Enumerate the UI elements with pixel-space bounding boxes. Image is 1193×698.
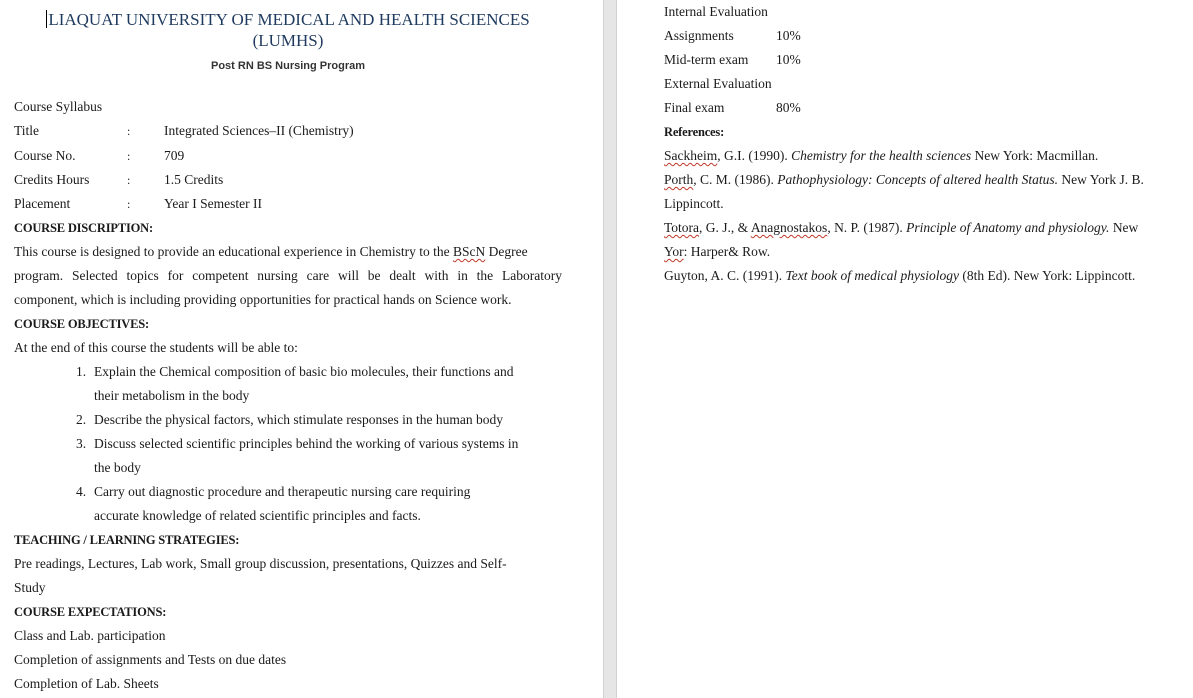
eval-label: Mid-term exam bbox=[664, 52, 749, 67]
field-colon: : bbox=[127, 149, 131, 163]
eval-label: Assignments bbox=[664, 28, 734, 43]
eval-value: 10% bbox=[776, 28, 801, 43]
reference-2-continued: Lippincott. bbox=[664, 196, 724, 211]
teaching-heading: TEACHING / LEARNING STRATEGIES: bbox=[14, 533, 240, 547]
description-line-2: program. Selected topics for competent nursing care will be dealt with in the Laboratory bbox=[14, 268, 562, 283]
field-value: 1.5 Credits bbox=[164, 172, 224, 187]
spellcheck-word[interactable]: Anagnostakos bbox=[750, 220, 828, 235]
reference-3-continued: Yor: Harper& Row. bbox=[664, 244, 771, 259]
references-heading: References: bbox=[664, 125, 725, 139]
teaching-line-2: Study bbox=[14, 580, 46, 595]
expectation-item: Completion of Lab. Sheets bbox=[14, 676, 159, 691]
description-line-3: component, which is including providing opportunities for practical hands on Science work. bbox=[14, 292, 512, 307]
objective-text: Discuss selected scientific principles behind the working of various systems in bbox=[94, 436, 519, 451]
objective-text: accurate knowledge of related scientific principles and facts. bbox=[94, 508, 421, 523]
objective-text: the body bbox=[94, 460, 141, 475]
field-value: Integrated Sciences–II (Chemistry) bbox=[164, 123, 354, 138]
description-heading: COURSE DISCRIPTION: bbox=[14, 221, 153, 235]
field-colon: : bbox=[127, 197, 131, 211]
objectives-heading: COURSE OBJECTIVES: bbox=[14, 317, 149, 331]
objective-text: their metabolism in the body bbox=[94, 388, 250, 403]
page-gutter bbox=[603, 0, 617, 698]
eval-label: Final exam bbox=[664, 100, 725, 115]
field-label: Placement bbox=[14, 196, 71, 211]
reference-4: Guyton, A. C. (1991). Text book of medical physiology (8th Ed). New York: Lippincott. bbox=[664, 268, 1136, 283]
objective-number: 3. bbox=[76, 436, 87, 451]
field-label: Title bbox=[14, 123, 40, 138]
external-evaluation-heading: External Evaluation bbox=[664, 76, 772, 91]
reference-2: Porth, C. M. (1986). Pathophysiology: Concepts of altered health Status. New York J. B. bbox=[664, 172, 1144, 187]
syllabus-heading: Course Syllabus bbox=[14, 99, 103, 114]
expectation-item: Completion of assignments and Tests on due dates bbox=[14, 652, 287, 667]
field-colon: : bbox=[127, 124, 131, 138]
internal-evaluation-heading: Internal Evaluation bbox=[664, 4, 768, 19]
teaching-line-1: Pre readings, Lectures, Lab work, Small group discussion, presentations, Quizzes and Self- bbox=[14, 556, 507, 571]
reference-3: Totora, G. J., & Anagnostakos, N. P. (1987). Principle of Anatomy and physiology. New bbox=[664, 220, 1139, 235]
objectives-intro: At the end of this course the students will be able to: bbox=[14, 340, 298, 355]
spellcheck-word[interactable]: Totora bbox=[664, 220, 700, 235]
field-value: Year I Semester II bbox=[164, 196, 262, 211]
field-value: 709 bbox=[164, 148, 185, 163]
field-colon: : bbox=[127, 173, 131, 187]
program-subtitle: Post RN BS Nursing Program bbox=[210, 60, 366, 72]
objective-text: Explain the Chemical composition of basic bio molecules, their functions and bbox=[94, 364, 514, 379]
spellcheck-word[interactable]: Sackheim bbox=[664, 148, 718, 163]
objective-text: Carry out diagnostic procedure and therapeutic nursing care requiring bbox=[94, 484, 471, 499]
university-title-line1: LIAQUAT UNIVERSITY OF MEDICAL AND HEALTH SCIENCES bbox=[48, 10, 530, 29]
spellcheck-word[interactable]: BScN bbox=[453, 244, 486, 259]
expectations-heading: COURSE EXPECTATIONS: bbox=[14, 605, 167, 619]
eval-value: 80% bbox=[776, 100, 801, 115]
reference-1: Sackheim, G.I. (1990). Chemistry for the health sciences New York: Macmillan. bbox=[664, 148, 1099, 163]
university-title-line2: (LUMHS) bbox=[252, 31, 324, 50]
spellcheck-word[interactable]: Yor bbox=[664, 244, 684, 259]
description-line-1: This course is designed to provide an educational experience in Chemistry to the BScN Degree bbox=[14, 244, 528, 259]
objective-number: 4. bbox=[76, 484, 87, 499]
field-label: Credits Hours bbox=[14, 172, 90, 187]
spellcheck-word[interactable]: Porth bbox=[664, 172, 694, 187]
objective-number: 2. bbox=[76, 412, 87, 427]
eval-value: 10% bbox=[776, 52, 801, 67]
objective-number: 1. bbox=[76, 364, 87, 379]
expectation-item: Class and Lab. participation bbox=[14, 628, 166, 643]
objective-text: Describe the physical factors, which stimulate responses in the human body bbox=[94, 412, 504, 427]
field-label: Course No. bbox=[14, 148, 76, 163]
